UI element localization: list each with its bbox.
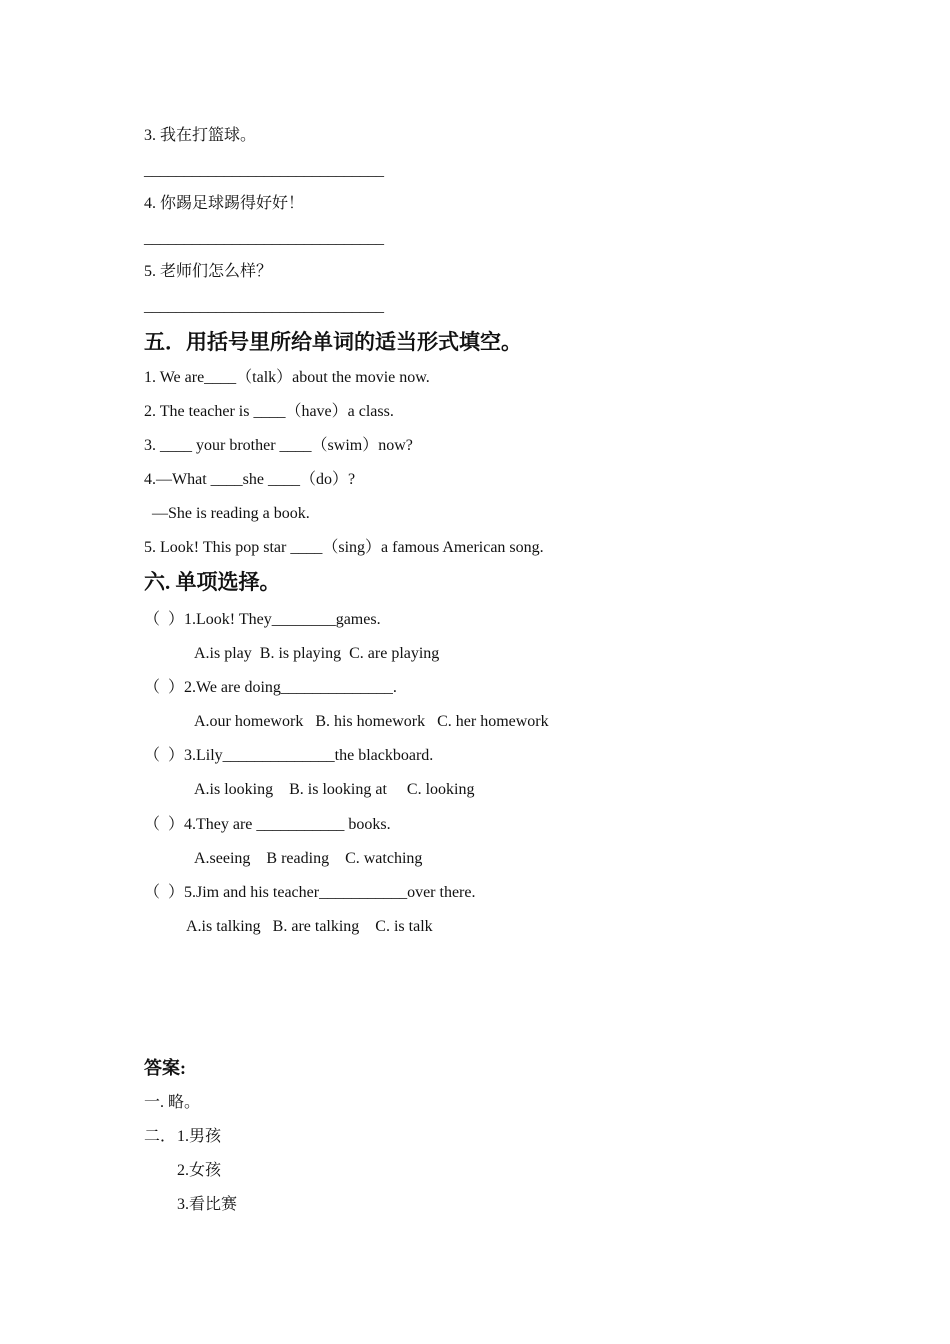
answer-section-1: 一. 略。 (144, 1094, 201, 1111)
section5-line-3: 3. ____ your brother ____（swim）now? (144, 437, 413, 454)
section5-line-5: 5. Look! This pop star ____（sing）a famous American song. (144, 539, 544, 556)
answer-line-4: ______________________________ (144, 230, 384, 247)
question-5-stem: （ ）5.Jim and his teacher___________over there. (144, 884, 476, 901)
answers-heading: 答案: (144, 1058, 186, 1078)
question-1-stem: （ ）1.Look! They________games. (144, 611, 381, 628)
section6-heading: 六. 单项选择。 (144, 570, 281, 594)
question-3-stem: （ ）3.Lily______________the blackboard. (144, 747, 434, 764)
section5-line-4: 4.—What ____she ____（do）? (144, 471, 356, 488)
translation-item-4: 4. 你踢足球踢得好好！ (144, 195, 305, 212)
section5-line-1: 1. We are____（talk）about the movie now. (144, 369, 430, 386)
answer-section-2-item-2: 2.女孩 (177, 1162, 222, 1179)
section5-line-2: 2. The teacher is ____（have）a class. (144, 403, 394, 420)
answer-section-2-item-1: 1.男孩 (177, 1128, 222, 1145)
question-4-options: A.seeing B reading C. watching (194, 850, 423, 867)
question-4-stem: （ ）4.They are ___________ books. (144, 816, 391, 833)
question-1-options: A.is play B. is playing C. are playing (194, 645, 440, 662)
section5-line-4-answer: —She is reading a book. (148, 505, 310, 522)
question-3-options: A.is looking B. is looking at C. looking (194, 781, 475, 798)
section5-heading: 五．用括号里所给单词的适当形式填空。 (144, 330, 522, 354)
question-2-stem: （ ）2.We are doing______________. (144, 679, 397, 696)
translation-item-5: 5. 老师们怎么样？ (144, 263, 273, 280)
translation-item-3: 3. 我在打篮球。 (144, 127, 257, 144)
answer-line-5: ______________________________ (144, 298, 384, 315)
answer-line-3: ______________________________ (144, 162, 384, 179)
question-5-options: A.is talking B. are talking C. is talk (186, 918, 433, 935)
question-2-options: A.our homework B. his homework C. her homework (194, 713, 549, 730)
answer-section-2-label: 二． (144, 1128, 177, 1145)
answer-section-2-item-3: 3.看比赛 (177, 1196, 238, 1213)
